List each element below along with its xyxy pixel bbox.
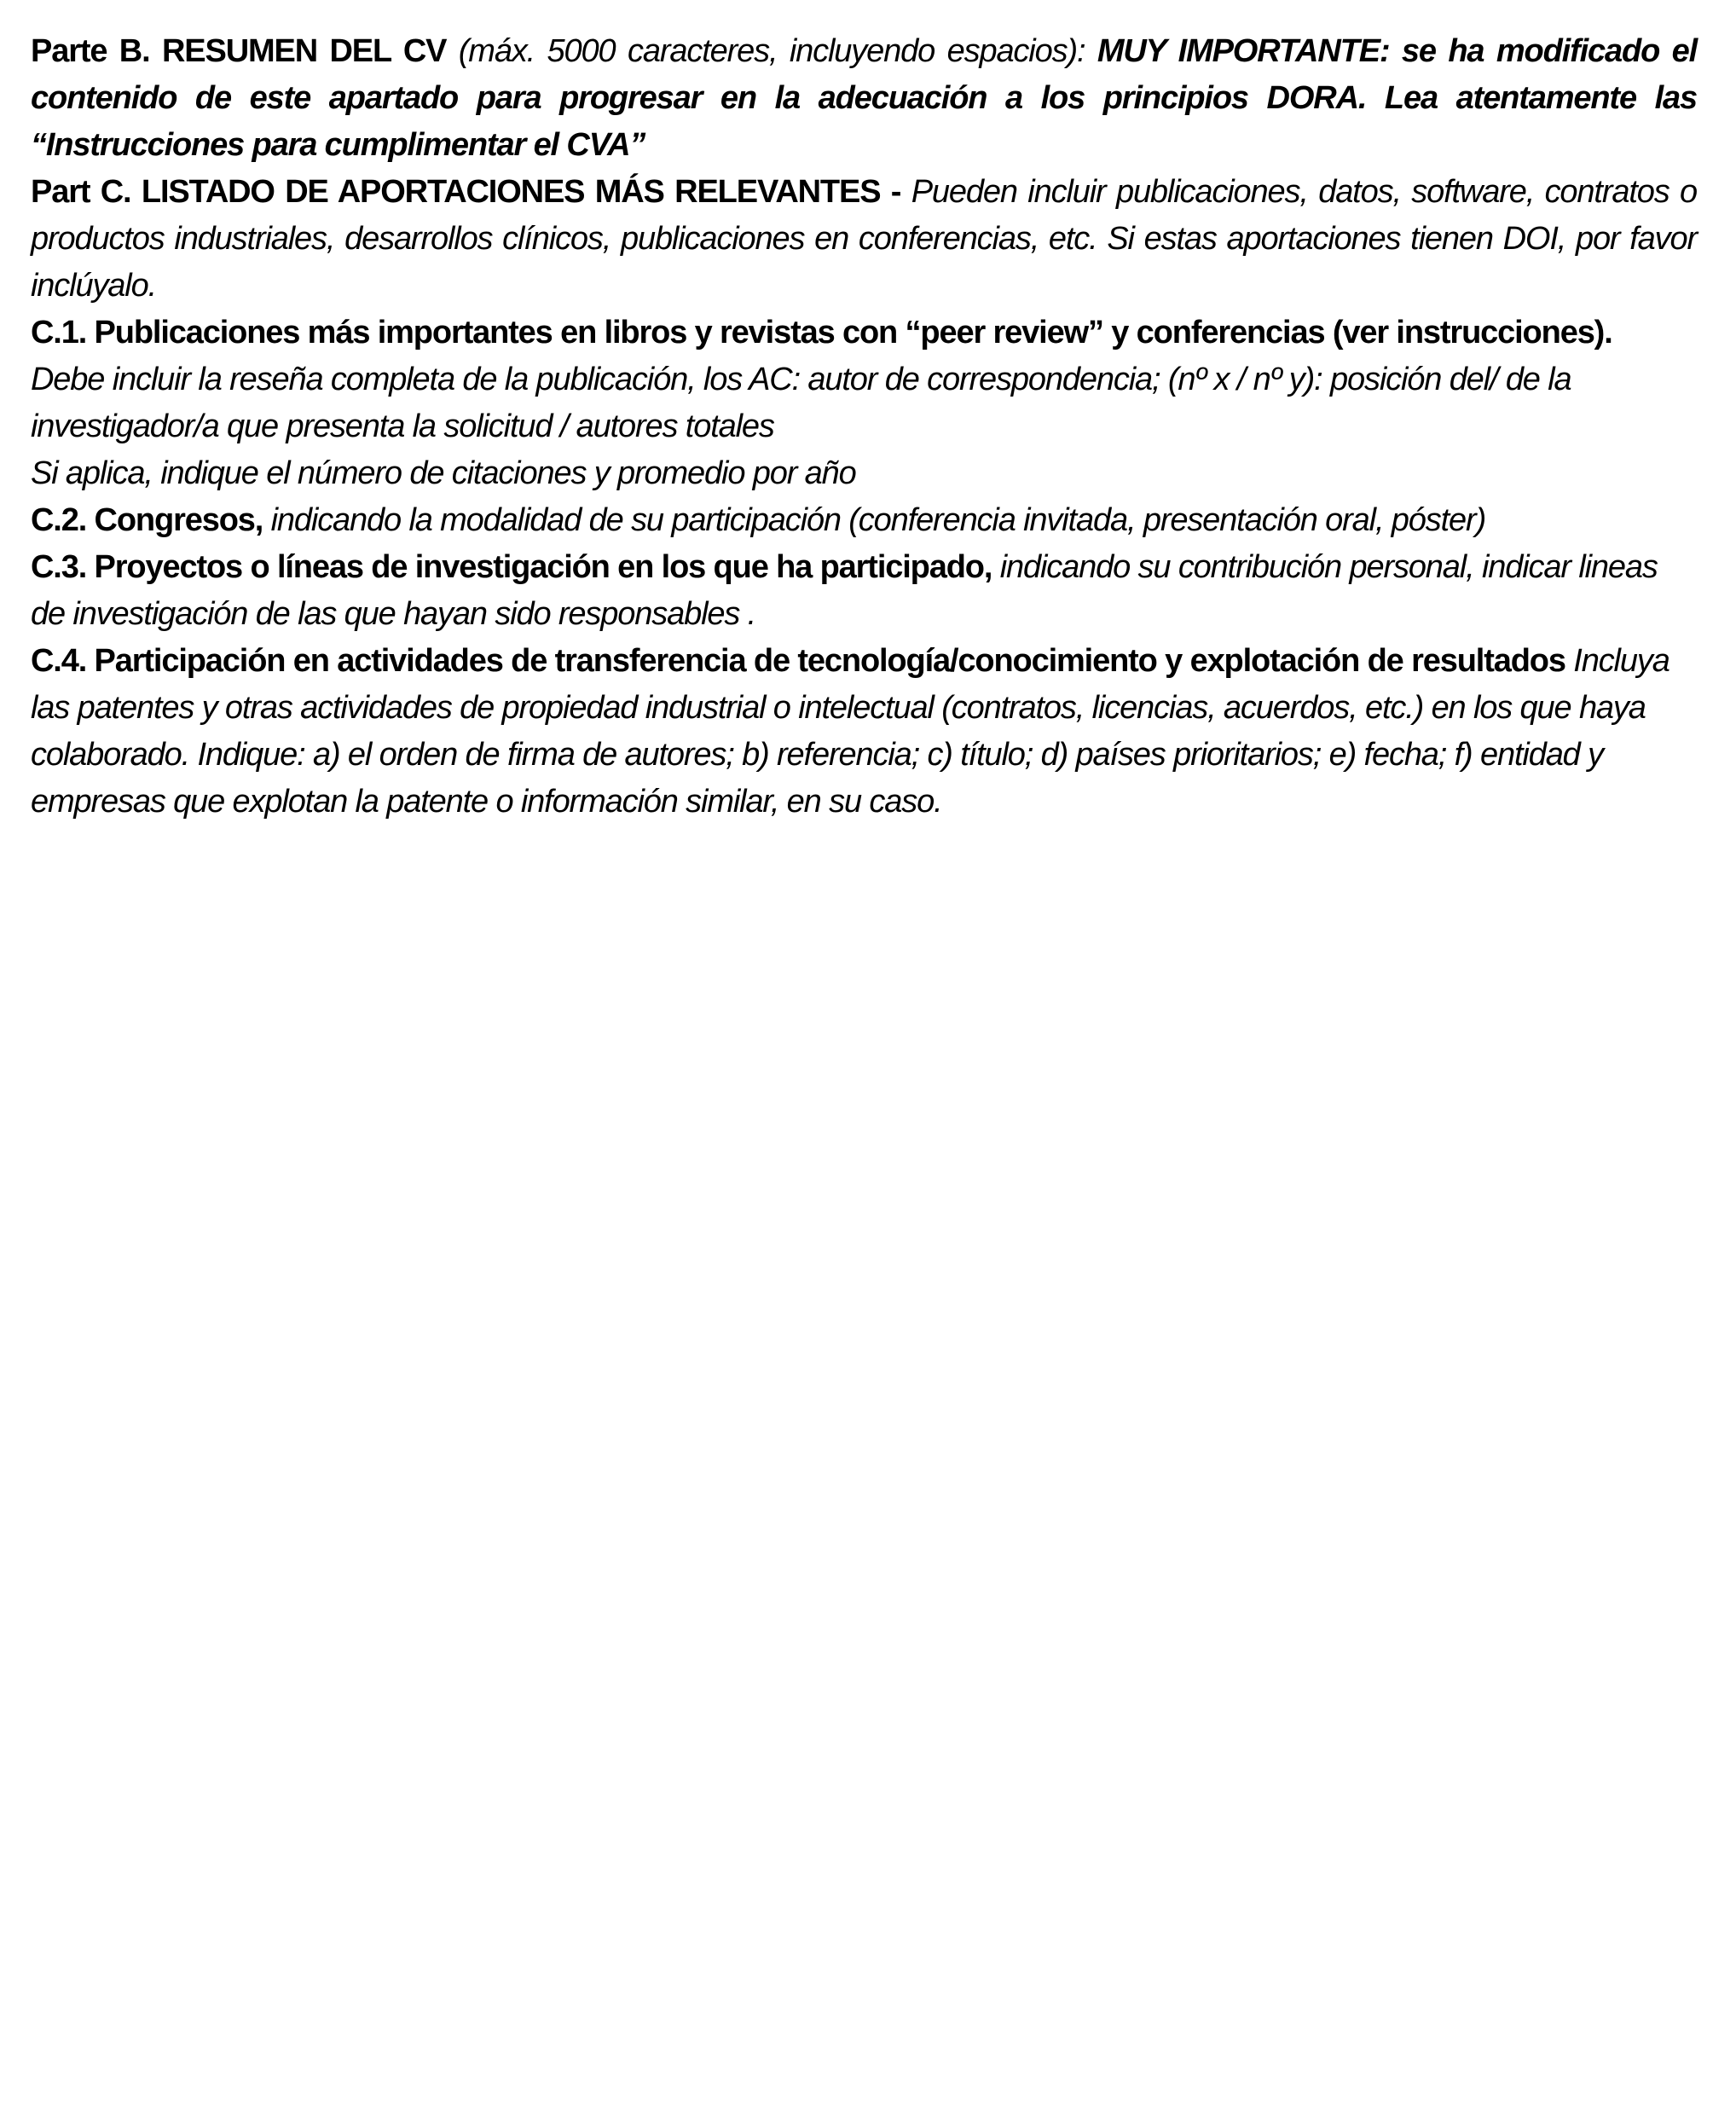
text-run: Incluya las patentes y otras actividades de propiedad industrial o intelectual (contratos, licencias, acuerdos, etc.) en los que haya colaborado. Indique: a) el orden de firma de autores; b) referencia; c) título; d) países prioritarios; e) fecha; f) entidad y empresas que explotan la patente o información similar, en su caso. xyxy=(31,643,1669,820)
text-run: C.2. Congresos, xyxy=(31,502,271,538)
paragraph-c1-note-2 xyxy=(31,450,1697,497)
text-run: indicando su contribución personal, indicar lineas de investigación de las que hayan sido responsables . xyxy=(31,549,1658,632)
paragraph-c4 xyxy=(31,638,1697,826)
paragraph-c2 xyxy=(31,497,1697,544)
paragraph-part-c xyxy=(31,169,1697,310)
document-page xyxy=(0,0,1736,826)
paragraph-part-b xyxy=(31,28,1697,169)
paragraph-c1-note-1 xyxy=(31,356,1697,450)
paragraph-c3 xyxy=(31,544,1697,638)
paragraph-c1-heading xyxy=(31,310,1697,356)
text-run: (máx. 5000 caracteres, incluyendo espacios): xyxy=(458,33,1097,69)
text-run: indicando la modalidad de su participación (conferencia invitada, presentación oral, póster) xyxy=(270,502,1486,538)
text-run: C.1. Publicaciones más importantes en libros y revistas con “peer review” y conferencias (ver instrucciones). xyxy=(31,315,1612,351)
text-run: Parte B. RESUMEN DEL CV xyxy=(31,33,459,69)
text-run: Si aplica, indique el número de citaciones y promedio por año xyxy=(31,455,856,491)
text-run: MUY IMPORTANTE: se ha modificado el contenido de este apartado para progresar en la adecuación a los principios DORA. Lea atentamente las “Instrucciones para cumplimentar el CVA” xyxy=(31,33,1698,163)
text-run: Pueden incluir publicaciones, datos, software, contratos o productos industriales, desarrollos clínicos, publicaciones en conferencias, etc. Si estas aportaciones tienen DOI, por favor inclúyalo. xyxy=(31,174,1698,304)
text-run: C.3. Proyectos o líneas de investigación en los que ha participado, xyxy=(31,549,1000,585)
text-run: C.4. Participación en actividades de transferencia de tecnología/conocimiento y explotación de resultados xyxy=(31,643,1574,679)
text-run: Debe incluir la reseña completa de la publicación, los AC: autor de correspondencia; (nº x / nº y): posición del/ de la investigador/a que presenta la solicitud / autores totales xyxy=(31,362,1571,444)
text-run: Part C. LISTADO DE APORTACIONES MÁS RELEVANTES - xyxy=(31,174,911,210)
